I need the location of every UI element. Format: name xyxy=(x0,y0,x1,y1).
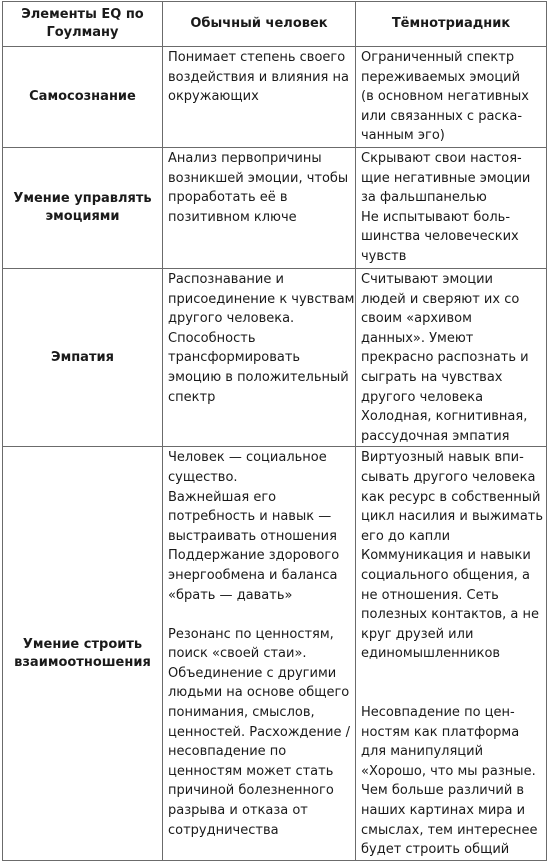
cell-dark xyxy=(356,269,547,447)
cell-dark xyxy=(356,447,547,860)
cell-dark xyxy=(356,148,547,269)
cell-text-line: или связанных с раска- xyxy=(361,108,523,124)
cell-text-line: выстраивать отношения xyxy=(168,528,337,544)
cell-text-line: потребность и навык — xyxy=(168,509,332,525)
cell-text-line: единомышленников xyxy=(361,646,501,662)
cell-dark xyxy=(356,47,547,148)
cell-text-line: энергообмена и баланса xyxy=(168,567,338,583)
cell-text-line: для манипуляций xyxy=(361,744,484,760)
cell-text-line: другого человека xyxy=(361,389,484,405)
cell-text-line: спектр xyxy=(168,389,216,405)
cell-text-line: социального общения, а xyxy=(361,567,530,583)
cell-text-line: Человек — социальное xyxy=(168,450,327,466)
cell-text-line: Холодная, когнитивная, xyxy=(361,409,528,425)
cell-text-line: ценностей. Расхождение / xyxy=(168,724,350,740)
cell-text-line: Анализ первопричины xyxy=(168,151,322,166)
cell-text-line: Скрывают свои настоя- xyxy=(361,151,522,166)
cell-text-line: ценностям может стать xyxy=(168,763,334,779)
table-header-row xyxy=(3,2,547,47)
cell-text-line: за фальшпанелью xyxy=(361,190,487,206)
cell-text-line: как ресурс в собственный xyxy=(361,489,541,505)
cell-ordinary xyxy=(163,148,356,269)
cell-text-line: несовпадение по xyxy=(168,744,287,760)
cell-text-line: «брать — давать» xyxy=(168,587,293,603)
cell-text-line: полезных контактов, а не xyxy=(361,607,540,623)
row-label-emotion-management: Умение управлять эмоциями xyxy=(3,148,163,269)
cell-ordinary xyxy=(163,447,356,860)
cell-text-line: поиск «своей стаи». xyxy=(168,646,307,662)
cell-text-line: возникшей эмоции, чтобы xyxy=(168,170,349,186)
cell-text-line: цикл насилия и выжимать xyxy=(361,509,544,525)
blank-line xyxy=(361,664,542,684)
cell-text-line: рассудочная эмпатия xyxy=(361,428,510,444)
cell-text-line: другого человека. xyxy=(168,311,295,327)
cell-text-line: понимания, смыслов, xyxy=(168,705,315,721)
cell-ordinary xyxy=(163,269,356,447)
cell-text-line: шинства человеческих xyxy=(361,229,519,245)
cell-text-line: своим «архивом xyxy=(361,311,472,327)
cell-text-line: Поддержание здорового xyxy=(168,548,340,564)
table-row xyxy=(3,148,547,269)
table-row xyxy=(3,269,547,447)
header-ordinary-person: Обычный человек xyxy=(163,2,356,47)
cell-text-line: присоединение к чувствам xyxy=(168,291,355,307)
cell-text-line: щие негативные эмоции xyxy=(361,170,531,186)
cell-text-line: сывать другого человека xyxy=(361,469,536,485)
row-label-relationships: Умение строить взаимоотношения xyxy=(3,447,163,860)
cell-text-line: проработать её в xyxy=(168,190,288,206)
cell-text-line: разрыва и отказа от xyxy=(168,803,308,819)
cell-text-line: воздействия и влияния на xyxy=(168,69,349,85)
blank-line xyxy=(361,683,542,703)
cell-text-line: чанным эго) xyxy=(361,128,445,144)
header-dark-triad: Тёмнотриадник xyxy=(356,2,547,47)
cell-text-line: Коммуникация и навыки xyxy=(361,548,531,564)
cell-text-line: его до капли xyxy=(361,528,451,544)
cell-text-line: Распознавание и xyxy=(168,272,284,287)
cell-text-line: Резонанс по ценностям, xyxy=(168,626,334,642)
cell-text-line: смыслах, тем интереснее xyxy=(361,822,538,838)
eq-comparison-table xyxy=(2,1,547,861)
cell-text-line: наших картинах мира и xyxy=(361,803,526,819)
cell-text-line: Понимает степень своего xyxy=(168,50,346,65)
cell-text-line: чувств xyxy=(361,248,407,264)
cell-text-line: будет строить общий xyxy=(361,842,510,858)
cell-text-line: Несовпадение по цен- xyxy=(361,705,515,721)
header-eq-elements: Элементы EQ по Гоулману xyxy=(3,2,163,47)
cell-text-line: окружающих xyxy=(168,89,259,105)
cell-text-line: не отношения. Сеть xyxy=(361,587,499,603)
cell-text-line: людьми на основе общего xyxy=(168,685,350,701)
cell-text-line: Важнейшая его xyxy=(168,489,277,505)
table-row xyxy=(3,447,547,860)
cell-text-line: Объединение с другими xyxy=(168,665,337,681)
blank-line xyxy=(168,605,351,625)
cell-ordinary xyxy=(163,47,356,148)
cell-text-line: ностям как платформа xyxy=(361,724,520,740)
cell-text-line: Способность xyxy=(168,330,256,346)
cell-text-line: (в основном негативных xyxy=(361,89,529,105)
cell-text-line: существо. xyxy=(168,469,238,485)
row-label-empathy: Эмпатия xyxy=(3,269,163,447)
cell-text-line: прекрасно распознать и xyxy=(361,350,529,366)
row-label-self-awareness: Самосознание xyxy=(3,47,163,148)
cell-text-line: трансформировать xyxy=(168,350,301,366)
table-row xyxy=(3,47,547,148)
cell-text-line: причиной болезненного xyxy=(168,783,334,799)
cell-text-line: круг друзей или xyxy=(361,626,474,642)
cell-text-line: людей и сверяют их со xyxy=(361,291,520,307)
cell-text-line: Виртуозный навык впи- xyxy=(361,450,524,466)
cell-text-line: Ограниченный спектр xyxy=(361,50,515,65)
cell-text-line: «Хорошо, что мы разные. xyxy=(361,763,536,779)
cell-text-line: Считывают эмоции xyxy=(361,272,493,287)
cell-text-line: переживаемых эмоций xyxy=(361,69,521,85)
cell-text-line: сыграть на чувствах xyxy=(361,369,503,385)
cell-text-line: сотрудничества xyxy=(168,822,279,838)
cell-text-line: позитивном ключе xyxy=(168,209,297,225)
cell-text-line: Чем больше различий в xyxy=(361,783,525,799)
cell-text-line: Не испытывают боль- xyxy=(361,209,511,225)
cell-text-line: эмоцию в положительный xyxy=(168,369,349,385)
cell-text-line: данных». Умеют xyxy=(361,330,474,346)
